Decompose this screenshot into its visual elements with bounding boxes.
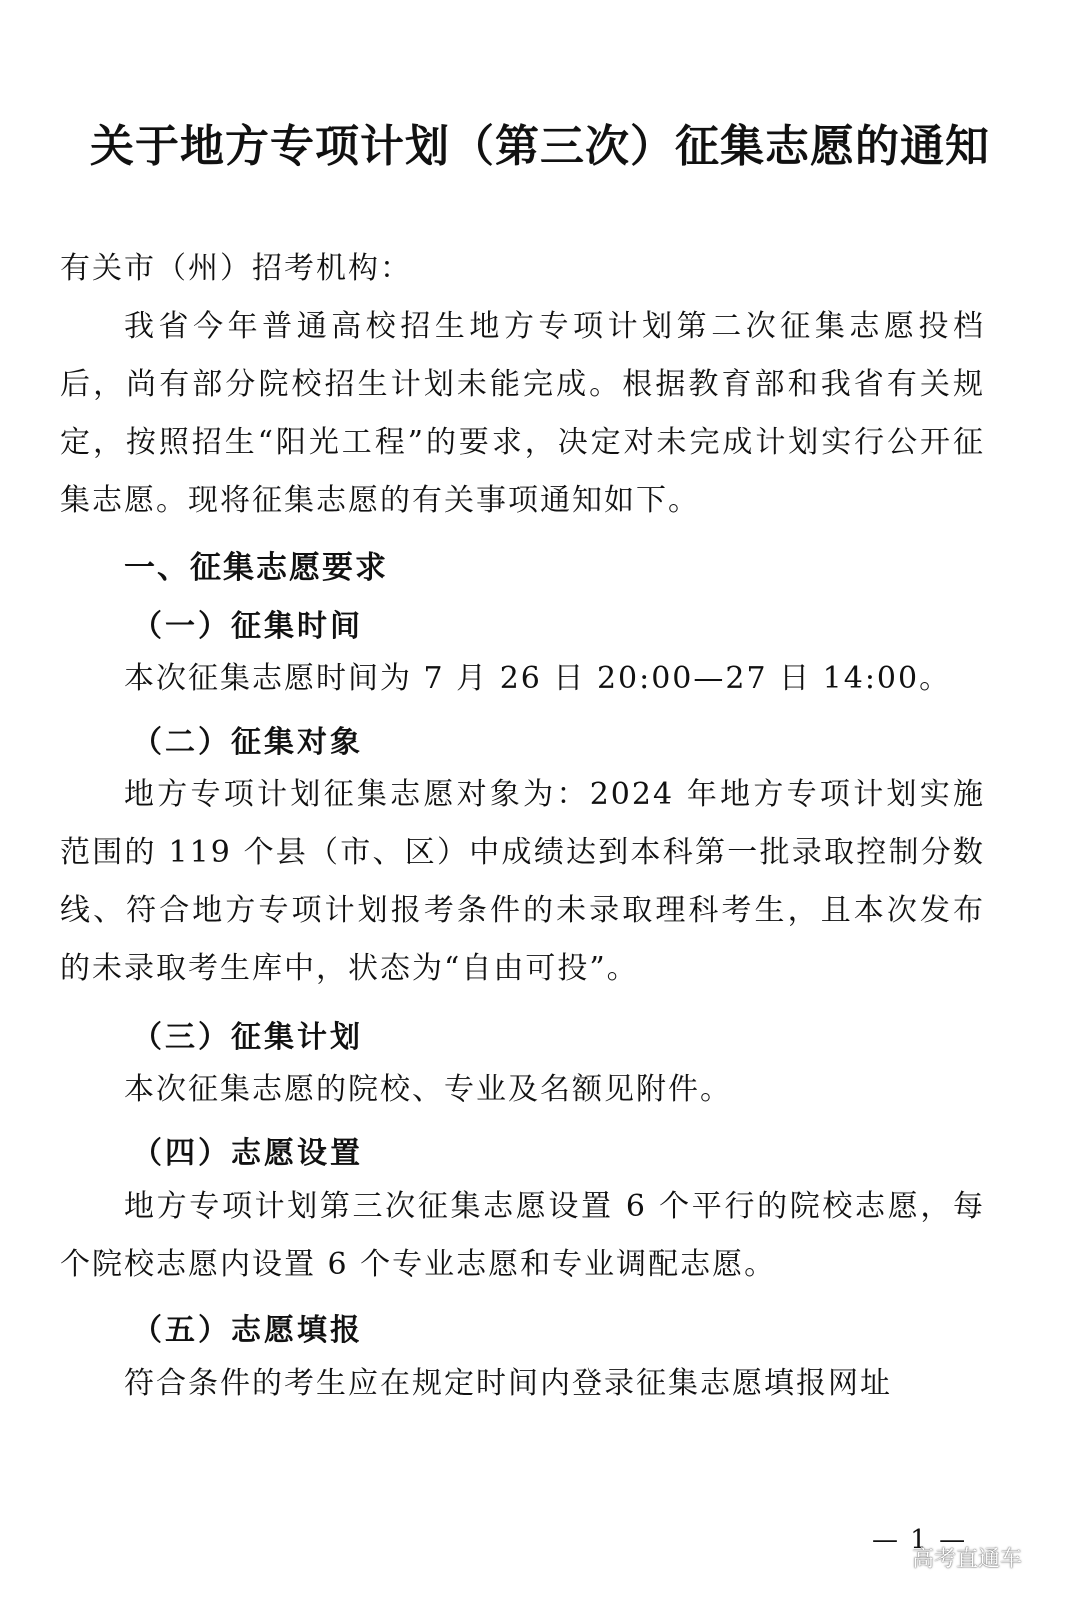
subsection-text-target: 地方专项计划征集志愿对象为：2024 年地方专项计划实施范围的 119 个县（市、区）中成绩达到本科第一批录取控制分数线、符合地方专项计划报考条件的未录取理科考生，且本次发布的未录取考生库中，状态为“自由可投”。 [60,777,985,986]
subsection-heading-filling: （五）志愿填报 [132,1313,363,1348]
subsection-heading-time: （一）征集时间 [132,609,363,644]
document-title: 关于地方专项计划（第三次）征集志愿的通知 [90,121,990,172]
subsection-text-time: 本次征集志愿时间为 7 月 26 日 20:00—27 日 14:00。 [124,661,952,696]
page-number: — 1 — [872,1525,968,1555]
intro-paragraph: 我省今年普通高校招生地方专项计划第二次征集志愿投档后，尚有部分院校招生计划未能完成。根据教育部和我省有关规定，按照招生“阳光工程”的要求，决定对未完成计划实行公开征集志愿。现将征集志愿的有关事项通知如下。 [60,309,985,518]
subsection-heading-setting: （四）志愿设置 [132,1136,363,1171]
subsection-heading-plan: （三）征集计划 [132,1020,363,1055]
watermark: 高考直通车 [912,1547,1023,1572]
subsection-text-filling: 符合条件的考生应在规定时间内登录征集志愿填报网址 [124,1366,892,1401]
salutation: 有关市（州）招考机构： [60,251,412,286]
section-heading-1: 一、征集志愿要求 [124,550,388,586]
subsection-text-plan: 本次征集志愿的院校、专业及名额见附件。 [124,1072,732,1107]
subsection-heading-target: （二）征集对象 [132,725,363,760]
subsection-text-setting: 地方专项计划第三次征集志愿设置 6 个平行的院校志愿，每个院校志愿内设置 6 个专业志愿和专业调配志愿。 [60,1189,985,1282]
